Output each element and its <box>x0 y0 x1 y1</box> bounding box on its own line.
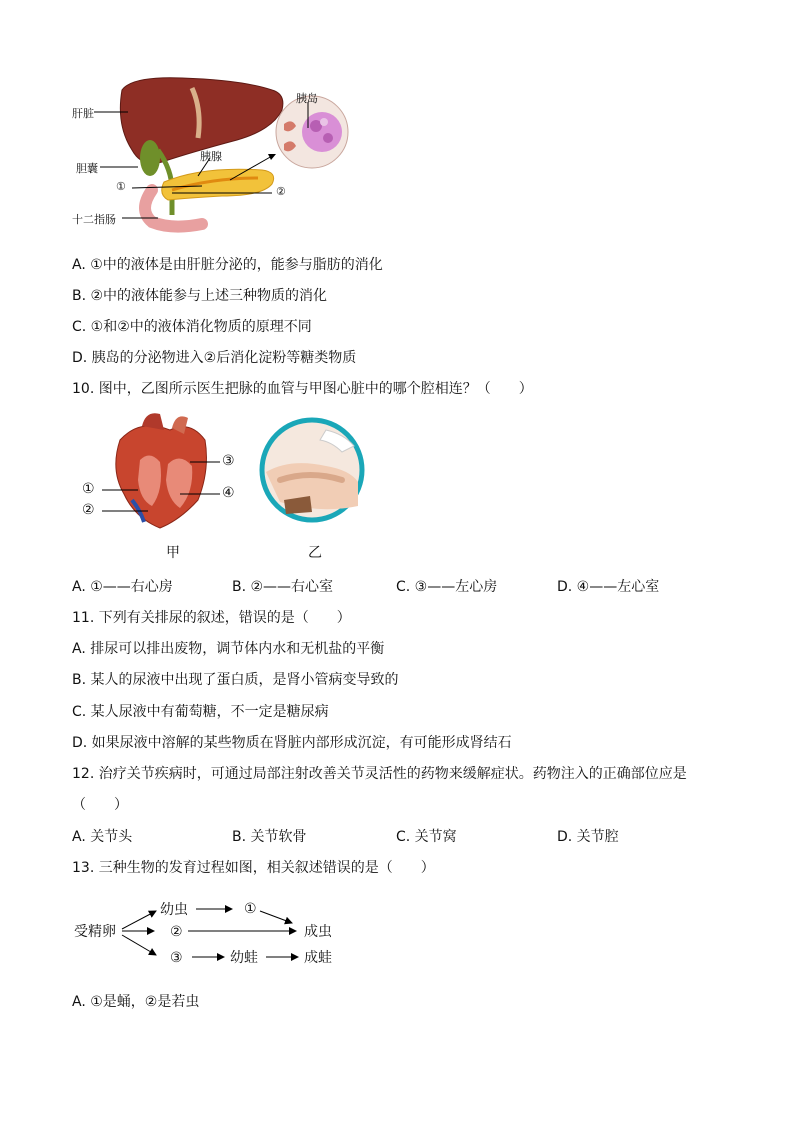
q11-option-d: D. 如果尿液中溶解的某些物质在肾脏内部形成沉淀，有可能形成肾结石 <box>72 735 512 751</box>
q12-option-b: B. 关节软骨 <box>232 829 307 845</box>
heart-mark-4: ④ <box>222 485 235 501</box>
label-mark-1: ① <box>116 180 126 193</box>
heart-shape <box>116 426 207 528</box>
caption-yi: 乙 <box>308 545 322 561</box>
q9-option-c: C. ①和②中的液体消化物质的原理不同 <box>72 319 312 335</box>
digestive-organs-figure <box>72 70 372 240</box>
label-gallbladder: 胆囊 <box>76 162 98 175</box>
q10-option-c: C. ③——左心房 <box>396 579 498 595</box>
q10-option-b: B. ②——右心室 <box>232 579 334 595</box>
q12-option-a: A. 关节头 <box>72 829 133 845</box>
q10-option-d: D. ④——左心室 <box>557 579 660 595</box>
heart-mark-1: ① <box>82 481 95 497</box>
caption-jia: 甲 <box>166 545 180 561</box>
flow-froglet: 幼蛙 <box>230 950 258 966</box>
flow-adult: 成虫 <box>304 924 332 940</box>
label-duodenum: 十二指肠 <box>72 213 116 226</box>
q10-option-a: A. ①——右心房 <box>72 579 173 595</box>
flow-larva: 幼虫 <box>160 902 188 918</box>
q12-option-c: C. 关节窝 <box>396 829 457 845</box>
label-islet: 胰岛 <box>296 92 318 105</box>
q12-option-d: D. 关节腔 <box>557 829 619 845</box>
gallbladder-shape <box>140 140 160 176</box>
q13-stem: 13. 三种生物的发育过程如图，相关叙述错误的是（ ） <box>72 860 435 876</box>
q13-option-a: A. ①是蛹，②是若虫 <box>72 994 200 1010</box>
pancreas-shape <box>162 169 274 200</box>
q11-stem: 11. 下列有关排尿的叙述，错误的是（ ） <box>72 610 351 626</box>
heart-mark-3: ③ <box>222 453 235 469</box>
q11-option-b: B. 某人的尿液中出现了蛋白质，是肾小管病变导致的 <box>72 672 399 688</box>
development-flow-diagram <box>72 895 372 975</box>
flow-mark-1: ① <box>244 901 257 917</box>
q11-option-c: C. 某人尿液中有葡萄糖，不一定是糖尿病 <box>72 704 329 720</box>
q10-stem: 10. 图中，乙图所示医生把脉的血管与甲图心脏中的哪个腔相连？（ ） <box>72 381 533 397</box>
flow-frog: 成蛙 <box>304 950 332 966</box>
heart-pulse-figure <box>80 410 380 570</box>
flow-mark-2: ② <box>170 924 183 940</box>
label-pancreas: 胰腺 <box>200 150 222 163</box>
heart-mark-2: ② <box>82 502 95 518</box>
heart-and-pulse-illustration <box>80 410 380 540</box>
flow-egg: 受精卵 <box>74 924 116 940</box>
q9-option-b: B. ②中的液体能参与上述三种物质的消化 <box>72 288 328 304</box>
q9-option-a: A. ①中的液体是由肝脏分泌的，能参与脂肪的消化 <box>72 257 383 273</box>
flow-mark-3: ③ <box>170 950 183 966</box>
label-liver: 肝脏 <box>72 107 94 120</box>
digestive-organs-illustration <box>72 70 372 240</box>
q11-option-a: A. 排尿可以排出废物，调节体内水和无机盐的平衡 <box>72 641 385 657</box>
q12-stem: 12. 治疗关节疾病时，可通过局部注射改善关节灵活性的药物来缓解症状。药物注入的正确部位应是 <box>72 766 687 782</box>
q12-stem-continued: （ ） <box>72 797 128 813</box>
q9-option-d: D. 胰岛的分泌物进入②后消化淀粉等糖类物质 <box>72 350 357 366</box>
label-mark-2: ② <box>276 185 286 198</box>
